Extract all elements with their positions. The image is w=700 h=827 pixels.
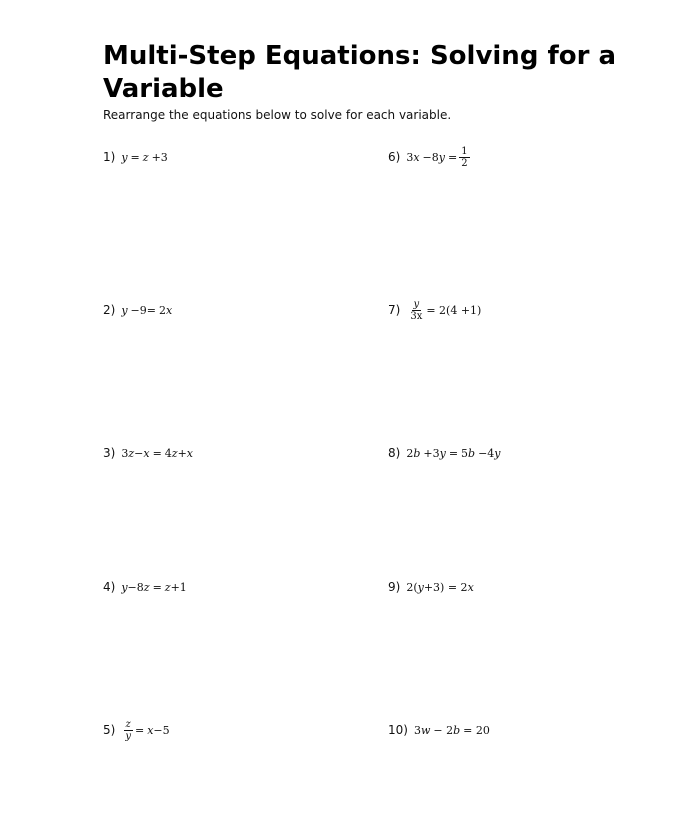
eq-term: − bbox=[134, 446, 144, 460]
eq-term: 4 bbox=[164, 446, 172, 460]
eq-term: +3) = 2 bbox=[423, 580, 468, 594]
problem-number: 7) bbox=[388, 303, 401, 317]
eq-term: = bbox=[130, 150, 140, 164]
problem-number: 6) bbox=[388, 150, 401, 164]
eq-term: = 2(4 +1) bbox=[426, 303, 482, 317]
problem-number: 5) bbox=[103, 723, 116, 737]
fraction-numerator: y bbox=[413, 298, 420, 310]
worksheet-instructions: Rearrange the equations below to solve for each variable. bbox=[103, 108, 452, 122]
equation bbox=[121, 447, 193, 460]
problem-7 bbox=[388, 290, 481, 330]
problem-6 bbox=[388, 137, 472, 177]
fraction-numerator: z bbox=[125, 718, 131, 730]
eq-term: x bbox=[413, 150, 420, 164]
problem-number: 1) bbox=[103, 150, 116, 164]
eq-term: −9= bbox=[130, 303, 156, 317]
equation bbox=[121, 719, 169, 742]
eq-term: y bbox=[438, 150, 445, 164]
equation bbox=[121, 581, 186, 594]
problem-4 bbox=[103, 567, 187, 607]
problem-3 bbox=[103, 433, 193, 473]
eq-term: x bbox=[467, 580, 474, 594]
eq-term: w bbox=[420, 723, 431, 737]
fraction bbox=[408, 299, 424, 322]
equation bbox=[406, 299, 481, 322]
problem-8 bbox=[388, 433, 501, 473]
eq-term: z bbox=[171, 446, 178, 460]
eq-term: = bbox=[134, 723, 145, 737]
eq-term: 2 bbox=[158, 303, 166, 317]
eq-term: y bbox=[417, 580, 424, 594]
fraction-numerator: 1 bbox=[461, 145, 468, 157]
eq-term: y bbox=[494, 446, 501, 460]
eq-term: +1 bbox=[170, 580, 187, 594]
eq-term: −5 bbox=[153, 723, 170, 737]
eq-term: b bbox=[413, 446, 421, 460]
equation bbox=[121, 151, 167, 164]
eq-term: 2 bbox=[406, 446, 414, 460]
problem-5 bbox=[103, 710, 170, 750]
eq-term: z bbox=[164, 580, 171, 594]
eq-term: x bbox=[143, 446, 150, 460]
eq-term: x bbox=[165, 303, 173, 317]
eq-term: = bbox=[152, 446, 162, 460]
problem-number: 9) bbox=[388, 580, 401, 594]
fraction bbox=[459, 146, 469, 169]
eq-term: = bbox=[448, 446, 459, 460]
problem-9 bbox=[388, 567, 474, 607]
eq-term: 3 bbox=[413, 723, 421, 737]
eq-term: z bbox=[128, 446, 135, 460]
problem-number: 8) bbox=[388, 446, 401, 460]
eq-term: = 20 bbox=[463, 723, 490, 737]
eq-term: x bbox=[147, 723, 154, 737]
eq-term: −8 bbox=[422, 150, 439, 164]
equation bbox=[406, 581, 473, 594]
eq-term: = bbox=[447, 150, 458, 164]
fraction bbox=[123, 719, 133, 742]
problem-1 bbox=[103, 137, 168, 177]
eq-term: + bbox=[177, 446, 187, 460]
eq-term: y bbox=[121, 580, 128, 594]
eq-term: +3 bbox=[423, 446, 440, 460]
problem-number: 2) bbox=[103, 303, 116, 317]
eq-term: y bbox=[121, 303, 128, 317]
equation bbox=[414, 724, 490, 737]
eq-term: y bbox=[439, 446, 446, 460]
eq-term: −4 bbox=[478, 446, 495, 460]
eq-term: z bbox=[142, 150, 149, 164]
eq-term: 3 bbox=[121, 446, 129, 460]
eq-term: z bbox=[143, 580, 150, 594]
equation bbox=[406, 146, 471, 169]
eq-term: − 2 bbox=[433, 723, 454, 737]
fraction-denominator: 2 bbox=[461, 157, 468, 169]
eq-term: −8 bbox=[127, 580, 144, 594]
problem-2 bbox=[103, 290, 172, 330]
eq-term: x bbox=[186, 446, 194, 460]
eq-term: +3 bbox=[151, 150, 168, 164]
equation bbox=[406, 447, 500, 460]
eq-term: y bbox=[121, 150, 128, 164]
problem-number: 4) bbox=[103, 580, 116, 594]
eq-term: 2( bbox=[406, 580, 418, 594]
fraction-denominator: y bbox=[125, 730, 131, 742]
worksheet-title: Multi-Step Equations: Solving for a Variable bbox=[103, 41, 617, 104]
fraction-denominator: 3x bbox=[410, 310, 423, 322]
eq-term: b bbox=[468, 446, 476, 460]
problem-10 bbox=[388, 710, 490, 750]
eq-term: = bbox=[152, 580, 162, 594]
equation bbox=[121, 304, 172, 317]
eq-term: b bbox=[453, 723, 461, 737]
problem-number: 3) bbox=[103, 446, 116, 460]
eq-term: 3 bbox=[406, 150, 414, 164]
problem-number: 10) bbox=[388, 723, 408, 737]
eq-term: 5 bbox=[461, 446, 469, 460]
